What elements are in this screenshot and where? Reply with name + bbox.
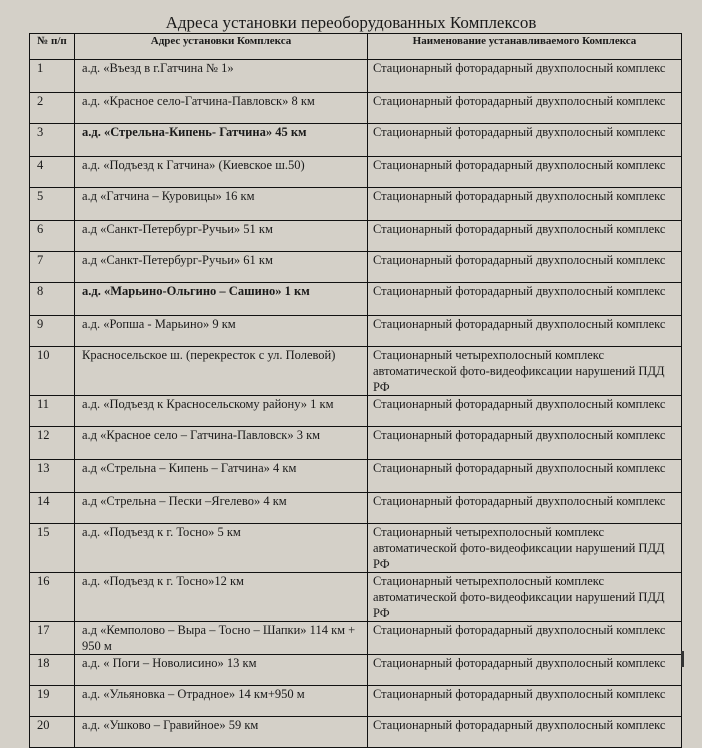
table-row [30, 717, 682, 748]
row-address: а.д «Кемполово – Выра – Тосно – Шапки» 114 км + 950 м [75, 622, 368, 655]
row-address: а.д. «Марьино-Ольгино – Сашино» 1 км [75, 283, 368, 316]
row-complex-name: Стационарный фоторадарный двухполосный комплекс [368, 221, 682, 252]
row-address: Красносельское ш. (перекресток с ул. Полевой) [75, 347, 368, 396]
row-number: 12 [30, 427, 75, 460]
row-complex-name: Стационарный фоторадарный двухполосный комплекс [368, 427, 682, 460]
table-row [30, 427, 682, 460]
row-number: 17 [30, 622, 75, 655]
row-number: 19 [30, 686, 75, 717]
table-row [30, 493, 682, 524]
row-address: а.д. «Подъезд к г. Тосно»12 км [75, 573, 368, 622]
document-title: Адреса установки переоборудованных Комплексов [165, 13, 537, 32]
header-number: № п/п [30, 34, 75, 60]
table-row [30, 93, 682, 124]
table-row [30, 655, 682, 686]
table-row [30, 188, 682, 221]
row-complex-name: Стационарный фоторадарный двухполосный комплекс [368, 93, 682, 124]
table-row [30, 396, 682, 427]
row-complex-name: Стационарный четырехполосный комплекс автоматической фото-видеофиксации нарушений ПДД РФ [368, 524, 682, 573]
row-number: 20 [30, 717, 75, 748]
table-row [30, 347, 682, 396]
row-complex-name: Стационарный фоторадарный двухполосный комплекс [368, 252, 682, 283]
table-row [30, 316, 682, 347]
table-row [30, 524, 682, 573]
row-complex-name: Стационарный фоторадарный двухполосный комплекс [368, 717, 682, 748]
table-row [30, 60, 682, 93]
row-complex-name: Стационарный фоторадарный двухполосный комплекс [368, 60, 682, 93]
table-row [30, 283, 682, 316]
row-number: 13 [30, 460, 75, 493]
row-complex-name: Стационарный фоторадарный двухполосный комплекс [368, 686, 682, 717]
row-address: а.д. «Подъезд к Красносельскому району» 1 км [75, 396, 368, 427]
row-number: 15 [30, 524, 75, 573]
row-number: 9 [30, 316, 75, 347]
row-address: а.д. «Ропша - Марьино» 9 км [75, 316, 368, 347]
row-complex-name: Стационарный фоторадарный двухполосный комплекс [368, 157, 682, 188]
row-address: а.д «Стрельна – Кипень – Гатчина» 4 км [75, 460, 368, 493]
table-header-row [30, 34, 682, 60]
row-complex-name: Стационарный фоторадарный двухполосный комплекс [368, 460, 682, 493]
table-row [30, 622, 682, 655]
row-complex-name: Стационарный фоторадарный двухполосный комплекс [368, 655, 682, 686]
table-row [30, 124, 682, 157]
row-number: 7 [30, 252, 75, 283]
table-row [30, 157, 682, 188]
row-number: 5 [30, 188, 75, 221]
row-complex-name: Стационарный фоторадарный двухполосный комплекс [368, 124, 682, 157]
row-number: 11 [30, 396, 75, 427]
row-complex-name: Стационарный четырехполосный комплекс автоматической фото-видеофиксации нарушений ПДД РФ [368, 573, 682, 622]
row-address: а.д. «Ульяновка – Отрадное» 14 км+950 м [75, 686, 368, 717]
row-address: а.д «Санкт-Петербург-Ручьи» 61 км [75, 252, 368, 283]
row-address: а.д. «Ушково – Гравийное» 59 км [75, 717, 368, 748]
row-address: а.д. «Стрельна-Кипень- Гатчина» 45 км [75, 124, 368, 157]
row-address: а.д. «Въезд в г.Гатчина № 1» [75, 60, 368, 93]
table-row [30, 686, 682, 717]
row-number: 14 [30, 493, 75, 524]
row-address: а.д «Гатчина – Куровицы» 16 км [75, 188, 368, 221]
row-number: 6 [30, 221, 75, 252]
row-complex-name: Стационарный фоторадарный двухполосный комплекс [368, 283, 682, 316]
row-complex-name: Стационарный фоторадарный двухполосный комплекс [368, 622, 682, 655]
row-complex-name: Стационарный четырехполосный комплекс автоматической фото-видеофиксации нарушений ПДД РФ [368, 347, 682, 396]
row-number: 3 [30, 124, 75, 157]
row-number: 4 [30, 157, 75, 188]
row-address: а.д. «Подъезд к г. Тосно» 5 км [75, 524, 368, 573]
installation-table [29, 33, 682, 748]
row-number: 18 [30, 655, 75, 686]
table-row [30, 252, 682, 283]
row-number: 2 [30, 93, 75, 124]
row-address: а.д. «Красное село-Гатчина-Павловск» 8 км [75, 93, 368, 124]
table-body [30, 60, 682, 748]
table-row [30, 460, 682, 493]
row-address: а.д. « Поги – Новолисино» 13 км [75, 655, 368, 686]
header-address: Адрес установки Комплекса [75, 34, 368, 60]
header-complex-name: Наименование устанавливаемого Комплекса [368, 34, 682, 60]
row-complex-name: Стационарный фоторадарный двухполосный комплекс [368, 396, 682, 427]
text-cursor [681, 651, 684, 667]
table-row [30, 221, 682, 252]
row-number: 16 [30, 573, 75, 622]
row-number: 10 [30, 347, 75, 396]
row-address: а.д. «Подъезд к Гатчина» (Киевское ш.50) [75, 157, 368, 188]
row-address: а.д «Красное село – Гатчина-Павловск» 3 км [75, 427, 368, 460]
row-address: а.д «Санкт-Петербург-Ручьи» 51 км [75, 221, 368, 252]
row-complex-name: Стационарный фоторадарный двухполосный комплекс [368, 188, 682, 221]
row-number: 8 [30, 283, 75, 316]
row-number: 1 [30, 60, 75, 93]
row-complex-name: Стационарный фоторадарный двухполосный комплекс [368, 316, 682, 347]
row-address: а.д «Стрельна – Пески –Ягелево» 4 км [75, 493, 368, 524]
row-complex-name: Стационарный фоторадарный двухполосный комплекс [368, 493, 682, 524]
table-row [30, 573, 682, 622]
